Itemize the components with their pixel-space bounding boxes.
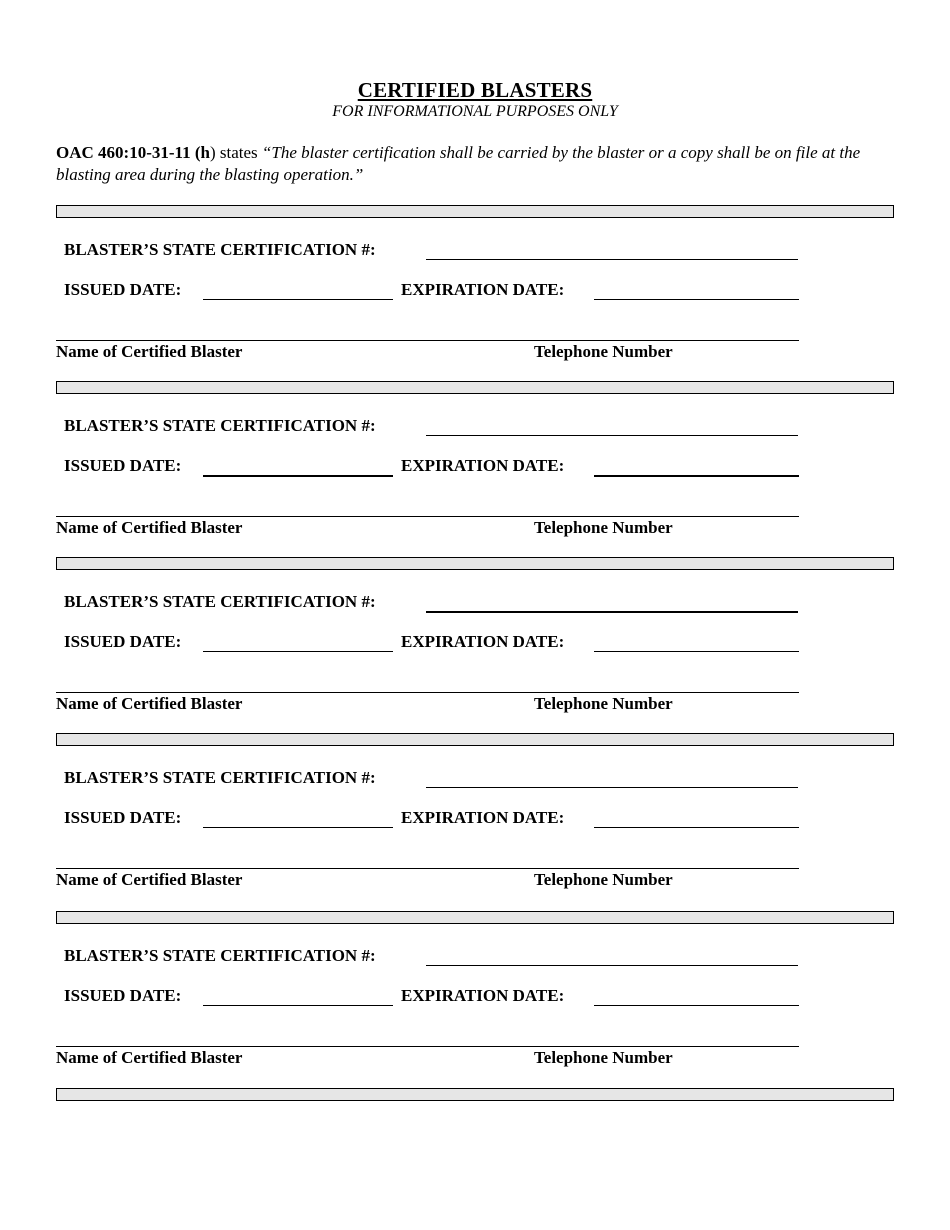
expiration-date-label: EXPIRATION DATE: (401, 456, 565, 475)
expiration-date-field[interactable] (594, 475, 799, 477)
name-telephone-field[interactable] (56, 340, 799, 341)
expiration-date-field[interactable] (594, 299, 799, 300)
issued-date-field[interactable] (203, 651, 393, 652)
certification-number-field[interactable] (426, 435, 798, 436)
name-telephone-field[interactable] (56, 868, 799, 869)
blaster-entry (0, 558, 950, 734)
name-telephone-field[interactable] (56, 516, 799, 517)
telephone-number-label: Telephone Number (534, 694, 673, 713)
expiration-date-label: EXPIRATION DATE: (401, 632, 565, 651)
regulation-reference: OAC 460:10-31-11 (h (56, 143, 210, 162)
page-subtitle: FOR INFORMATIONAL PURPOSES ONLY (332, 103, 618, 120)
expiration-date-label: EXPIRATION DATE: (401, 280, 565, 299)
certification-number-field[interactable] (426, 965, 798, 966)
issued-date-label: ISSUED DATE: (64, 280, 182, 299)
blaster-entry (0, 382, 950, 558)
page-title: CERTIFIED BLASTERS (357, 78, 593, 102)
certification-number-field[interactable] (426, 611, 798, 613)
regulation-reference-paren: ) (209, 143, 216, 162)
certification-number-label: BLASTER’S STATE CERTIFICATION #: (64, 946, 376, 965)
telephone-number-label: Telephone Number (534, 870, 673, 889)
name-telephone-field[interactable] (56, 1046, 799, 1047)
section-divider-bar (56, 1088, 894, 1101)
regulation-statement (56, 142, 901, 186)
expiration-date-label: EXPIRATION DATE: (401, 808, 565, 827)
certification-number-field[interactable] (426, 787, 798, 788)
telephone-number-label: Telephone Number (534, 1048, 673, 1067)
issued-date-field[interactable] (203, 299, 393, 300)
expiration-date-field[interactable] (594, 1005, 799, 1006)
regulation-quote: “The blaster certification shall be carried by the blaster or a copy shall be on file at the blasting area during the blasting operation.” (56, 143, 861, 184)
blaster-name-label: Name of Certified Blaster (56, 518, 243, 537)
issued-date-label: ISSUED DATE: (64, 456, 182, 475)
issued-date-label: ISSUED DATE: (64, 986, 182, 1005)
blaster-name-label: Name of Certified Blaster (56, 1048, 243, 1067)
blaster-name-label: Name of Certified Blaster (56, 870, 243, 889)
certification-number-field[interactable] (426, 259, 798, 260)
certification-number-label: BLASTER’S STATE CERTIFICATION #: (64, 592, 376, 611)
certification-number-label: BLASTER’S STATE CERTIFICATION #: (64, 416, 376, 435)
issued-date-label: ISSUED DATE: (64, 808, 182, 827)
certification-number-label: BLASTER’S STATE CERTIFICATION #: (64, 768, 376, 787)
issued-date-field[interactable] (203, 1005, 393, 1006)
blaster-entry (0, 912, 950, 1088)
expiration-date-field[interactable] (594, 651, 799, 652)
issued-date-field[interactable] (203, 827, 393, 828)
expiration-date-label: EXPIRATION DATE: (401, 986, 565, 1005)
name-telephone-field[interactable] (56, 692, 799, 693)
states-word: states (215, 143, 262, 162)
blaster-entry (0, 734, 950, 910)
telephone-number-label: Telephone Number (534, 342, 673, 361)
blaster-name-label: Name of Certified Blaster (56, 694, 243, 713)
telephone-number-label: Telephone Number (534, 518, 673, 537)
blaster-name-label: Name of Certified Blaster (56, 342, 243, 361)
issued-date-label: ISSUED DATE: (64, 632, 182, 651)
expiration-date-field[interactable] (594, 827, 799, 828)
issued-date-field[interactable] (203, 475, 393, 477)
certification-number-label: BLASTER’S STATE CERTIFICATION #: (64, 240, 376, 259)
blaster-entry (0, 206, 950, 382)
